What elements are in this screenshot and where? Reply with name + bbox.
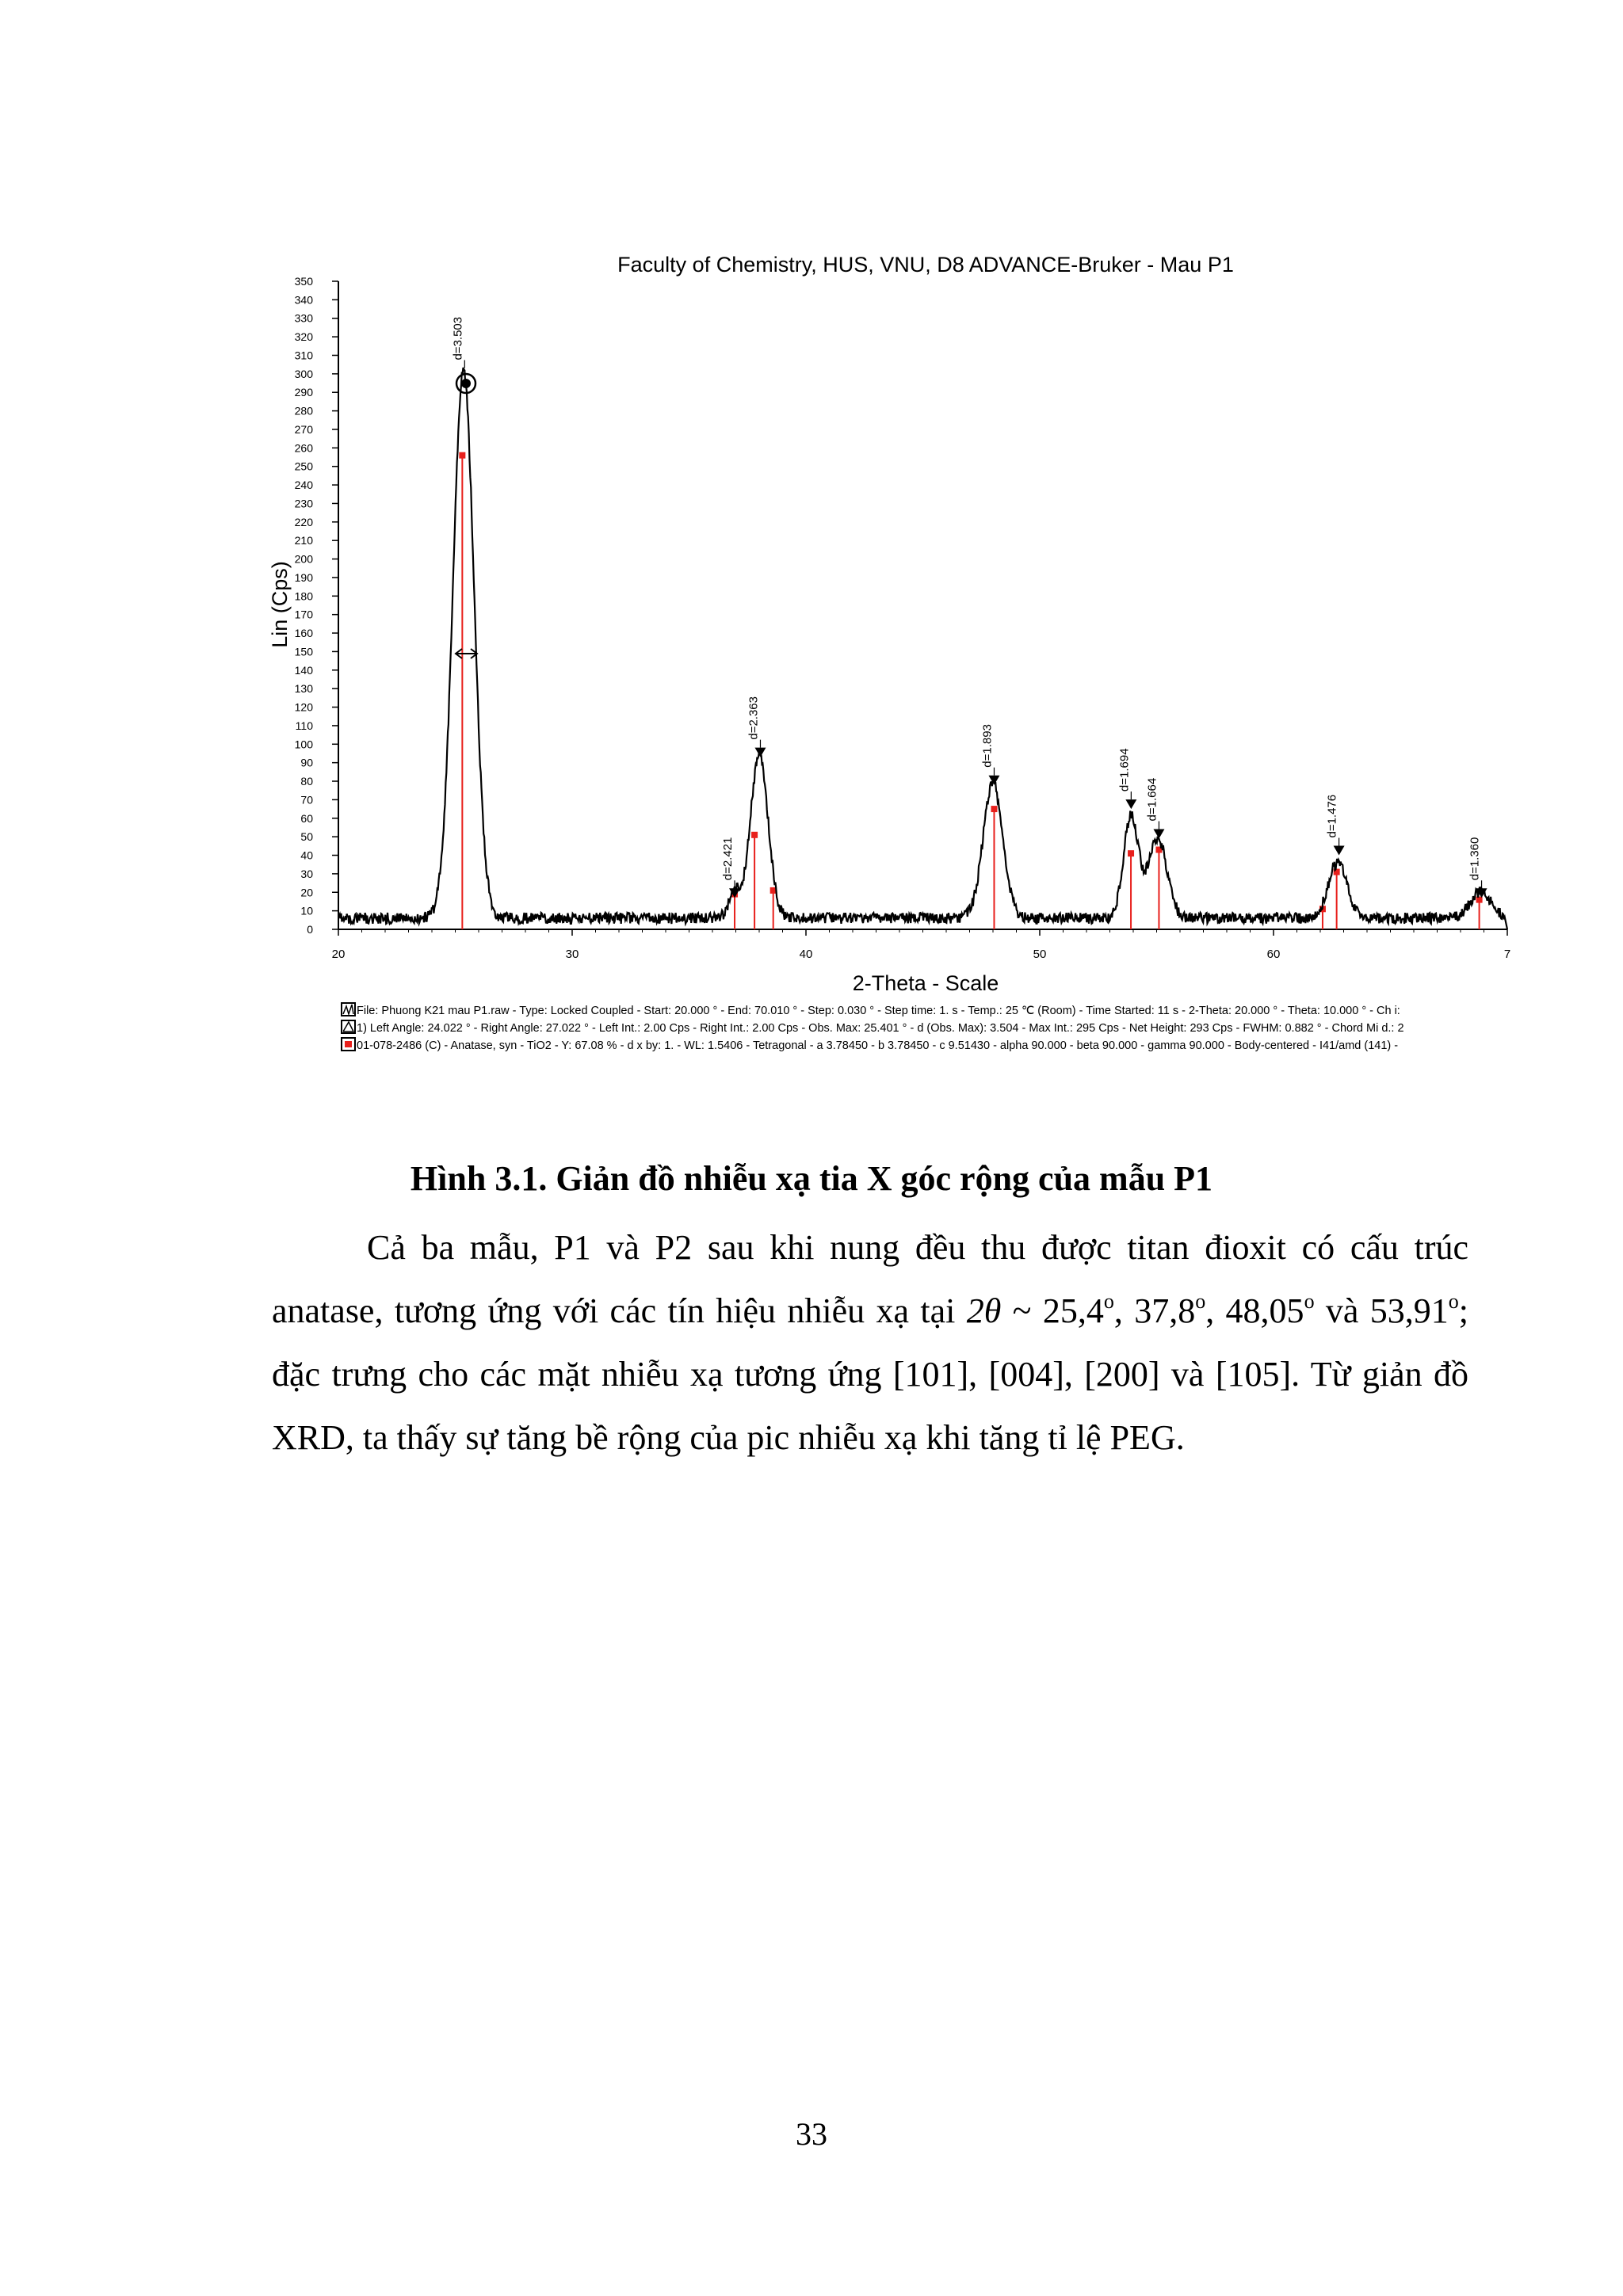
chart-title: Faculty of Chemistry, HUS, VNU, D8 ADVANCE-Bruker - Mau P1: [617, 253, 1234, 277]
y-tick-label: 290: [294, 386, 313, 399]
y-tick-label: 0: [307, 923, 313, 936]
line2-text-a: anatase, tương ứng với các tín hiệu nhiễu xạ tại: [272, 1291, 967, 1330]
paragraph-line-3: đặc trưng cho các mặt nhiễu xạ tương ứng [101], [004], [200] và [105]. Từ giản đồ: [272, 1355, 1468, 1394]
legend-line-3: 01-078-2486 (C) - Anatase, syn - TiO2 - Y: 67.08 % - d x by: 1. - WL: 1.5406 - Tetragonal - a 3.78450 - b 3.78450 - c 9.51430 - alpha 90.000 - beta 90.000 - gamma 90.000 - Body-centered - I41/amd (141) -: [357, 1039, 1399, 1052]
y-tick-label: 240: [294, 479, 313, 492]
y-tick-label: 60: [300, 811, 313, 825]
y-tick-label: 10: [300, 904, 313, 917]
y-tick-label: 280: [294, 404, 313, 418]
legend-line-2: 1) Left Angle: 24.022 ° - Right Angle: 27.022 ° - Left Int.: 2.00 Cps - Right Int.: 2.00 Cps - Obs. Max: 25.401 ° - d (Obs. Max): 3.504 - Max Int.: 295 Cps - Net Height: 293 Cps - FWHM: 0.882 ° - Chord Mi d.: 2: [357, 1022, 1404, 1035]
body-paragraph: [272, 1216, 1468, 1470]
y-tick-label: 50: [300, 830, 313, 844]
y-tick-label: 310: [294, 349, 313, 362]
reference-marker: [751, 832, 758, 838]
x-axis-ticks: [332, 929, 1511, 961]
y-tick-label: 250: [294, 460, 313, 473]
x-tick-label: 20: [331, 948, 346, 961]
scan-legend-icon: [342, 1003, 355, 1016]
y-tick-label: 110: [295, 719, 313, 732]
value-4: và 53,91: [1314, 1291, 1449, 1330]
value-1: ~ 25,4: [1001, 1291, 1104, 1330]
x-axis-label: 2-Theta - Scale: [852, 971, 999, 995]
reference-marker: [991, 806, 997, 812]
peak-label: d=1.476: [1325, 794, 1339, 838]
figure-caption: Hình 3.1. Giản đồ nhiễu xạ tia X góc rộng của mẫu P1: [410, 1159, 1213, 1198]
legend-line-1: File: Phuong K21 mau P1.raw - Type: Locked Coupled - Start: 20.000 ° - End: 70.010 ° - Step: 0.030 ° - Step time: 1. s - Temp.: 25 ℃ (Room) - Time Started: 11 s - 2-Theta: 20.000 ° - Theta: 10.000 ° - Ch i:: [357, 1005, 1400, 1017]
y-tick-label: 100: [294, 738, 313, 751]
y-axis-label: Lin (Cps): [268, 561, 292, 648]
y-tick-label: 230: [294, 497, 313, 510]
x-tick-label: 7: [1503, 948, 1511, 961]
y-tick-label: 190: [294, 570, 313, 584]
y-tick-label: 220: [294, 515, 313, 528]
page-number: 33: [796, 2116, 827, 2152]
peak-label: d=1.664: [1145, 777, 1159, 822]
xrd-trace: [338, 368, 1507, 929]
degree-2: o: [1195, 1290, 1206, 1313]
y-tick-label: 80: [300, 775, 313, 788]
y-tick-label: 270: [294, 422, 313, 436]
value-2: , 37,8: [1113, 1291, 1196, 1330]
x-tick-label: 30: [565, 948, 579, 961]
y-tick-label: 330: [294, 311, 313, 325]
y-tick-label: 350: [294, 275, 313, 288]
value-3: , 48,05: [1205, 1291, 1304, 1330]
fwhm-arrow-icon: [456, 649, 477, 658]
y-tick-label: 20: [300, 886, 313, 899]
y-tick-label: 300: [294, 367, 313, 380]
y-tick-label: 30: [300, 867, 313, 880]
y-tick-label: 160: [294, 627, 313, 640]
y-tick-label: 340: [294, 293, 313, 307]
paragraph-line-2: [272, 1280, 1468, 1343]
chart-legend: [342, 1003, 1404, 1052]
degree-3: o: [1304, 1290, 1315, 1313]
reference-legend-icon: [342, 1038, 355, 1051]
peak-label: d=1.694: [1117, 748, 1132, 792]
y-tick-label: 70: [300, 793, 313, 807]
y-tick-label: 140: [294, 663, 313, 677]
degree-1: o: [1103, 1290, 1114, 1313]
reference-lines: [459, 452, 1482, 929]
y-tick-label: 40: [300, 849, 313, 862]
x-tick-label: 60: [1266, 948, 1281, 961]
y-tick-label: 170: [294, 608, 313, 621]
peak-triangle-icon: [1334, 846, 1345, 856]
reference-marker: [1128, 850, 1134, 856]
y-tick-label: 150: [294, 645, 313, 658]
y-tick-label: 180: [294, 589, 313, 603]
x-tick-label: 50: [1033, 948, 1047, 961]
y-tick-label: 320: [294, 330, 313, 344]
peak-label: d=2.421: [721, 837, 735, 881]
y-axis-ticks: [295, 275, 338, 936]
reference-marker: [459, 452, 465, 459]
y-tick-label: 90: [300, 756, 313, 769]
x-tick-label: 40: [799, 948, 813, 961]
peak-labels: [451, 317, 1487, 898]
peak-triangle-icon: [1125, 799, 1136, 809]
y-tick-label: 130: [294, 682, 313, 696]
peak-label: d=3.503: [451, 316, 465, 360]
peak-label: d=1.360: [1468, 837, 1482, 881]
peak-triangle-icon: [1153, 829, 1164, 838]
theta-expression: 2θ: [966, 1291, 1002, 1330]
peak-label: d=1.893: [980, 724, 995, 768]
y-tick-label: 260: [294, 441, 313, 455]
degree-4: o: [1448, 1290, 1459, 1313]
y-tick-label: 200: [294, 552, 313, 566]
peak-label: d=2.363: [747, 696, 761, 740]
xrd-chart: [0, 0, 1623, 1077]
y-tick-label: 210: [294, 534, 313, 547]
paragraph-line-4: XRD, ta thấy sự tăng bề rộng của pic nhiễu xạ khi tăng tỉ lệ PEG.: [272, 1418, 1185, 1457]
paragraph-line-1: Cả ba mẫu, P1 và P2 sau khi nung đều thu được titan đioxit có cấu trúc: [367, 1228, 1468, 1267]
peak-legend-icon: [342, 1020, 355, 1033]
peak-triangle-icon: [754, 748, 766, 757]
line2-end: ;: [1458, 1291, 1469, 1330]
y-tick-label: 120: [294, 700, 313, 714]
